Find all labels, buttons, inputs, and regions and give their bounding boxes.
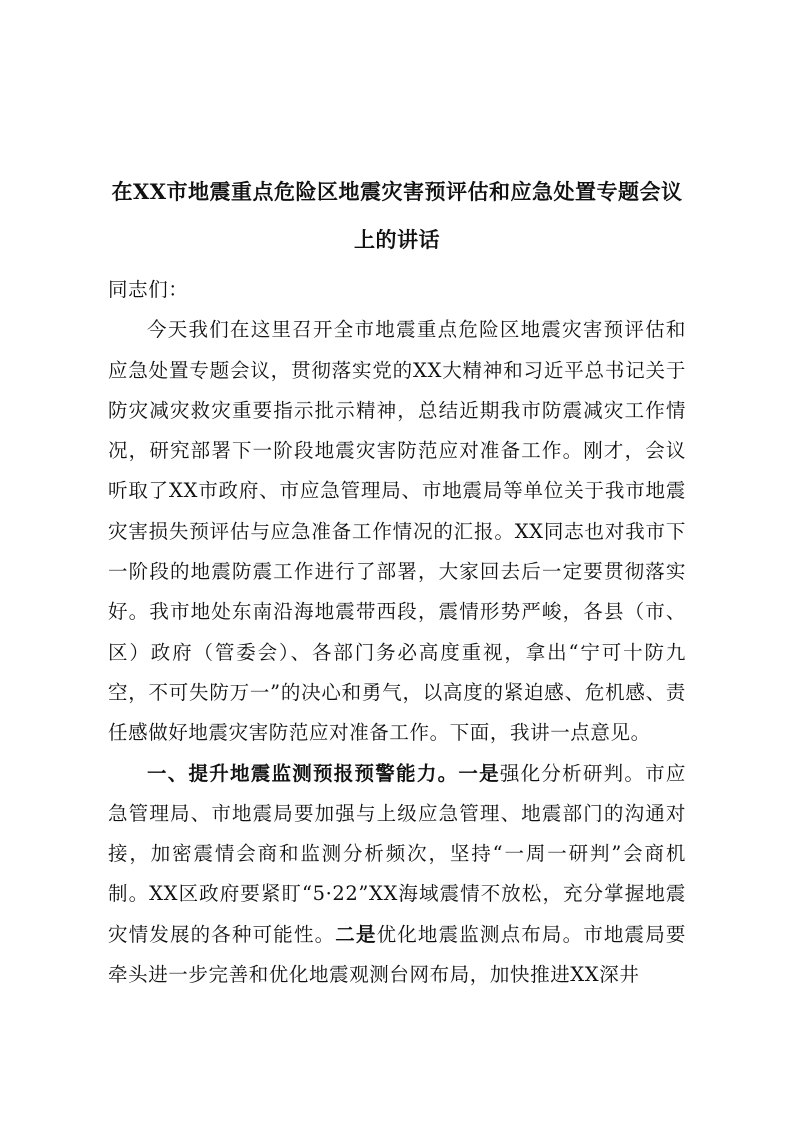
point-2-label: 二是 bbox=[335, 922, 377, 946]
document-body bbox=[108, 270, 686, 995]
section-1-paragraph bbox=[108, 754, 686, 996]
point-1-text: 强化分析研判。市应急管理局、市地震局要加强与上级应急管理、地震部门的沟通对接，加密震情会商和监测分析频次，坚持“一周一研判”会商机制。XX区政府要紧盯“5·22”XX海域震情不放松，充分掌握地震灾情发展的各种可能性。 bbox=[108, 761, 686, 946]
point-1-label: 一是 bbox=[458, 761, 500, 785]
point-2-text: 优化地震监测点布局。市地震局要牵头进一步完善和优化地震观测台网布局，加快推进XX深井 bbox=[108, 922, 686, 987]
salutation: 同志们： bbox=[108, 278, 189, 301]
section-1-heading: 一、提升地震监测预报预警能力。 bbox=[147, 761, 459, 785]
document-title: 在XX市地震重点危险区地震灾害预评估和应急处置专题会议上的讲话 bbox=[111, 179, 683, 252]
intro-paragraph: 今天我们在这里召开全市地震重点危险区地震灾害预评估和应急处置专题会议，贯彻落实党的XX大精神和习近平总书记关于防灾减灾救灾重要指示批示精神，总结近期我市防震减灾工作情况，研究部署下一阶段地震灾害防范应对准备工作。刚才，会议听取了XX市政府、市应急管理局、市地震局等单位关于我市地震灾害损失预评估与应急准备工作情况的汇报。XX同志也对我市下一阶段的地震防震工作进行了部署，大家回去后一定要贯彻落实好。我市地处东南沿海地震带西段，震情形势严峻，各县（市、区）政府（管委会）、各部门务必高度重视，拿出“宁可十防九空，不可失防万一”的决心和勇气，以高度的紧迫感、危机感、责任感做好地震灾害防范应对准备工作。下面，我讲一点意见。 bbox=[108, 318, 686, 745]
